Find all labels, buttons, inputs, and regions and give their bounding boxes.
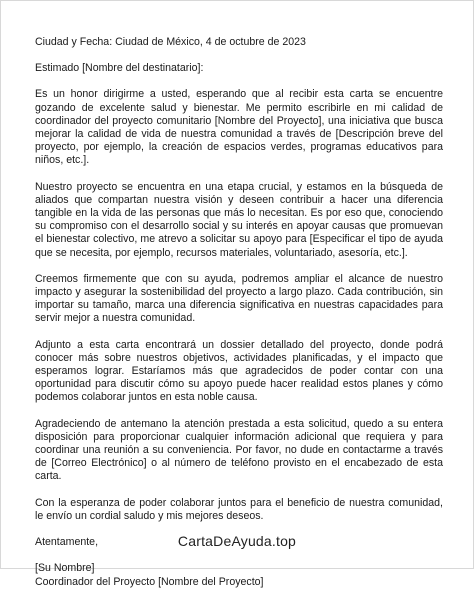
- paragraph-impact: Creemos firmemente que con su ayuda, podremos ampliar el alcance de nuestro impacto y asegurar la sostenibilidad del proyecto a largo plazo. Cada contribución, sin importar su tamaño, marca una diferencia significativa en nuestras capacidades para servir mejor a nuestra comunidad.: [35, 272, 443, 325]
- letter-body: [35, 36, 443, 589]
- date-line: Ciudad y Fecha: Ciudad de México, 4 de octubre de 2023: [35, 36, 306, 48]
- site-watermark: CartaDeAyuda.top: [177, 533, 297, 549]
- signature-name: [Su Nombre]: [35, 562, 95, 575]
- greeting: Estimado [Nombre del destinatario]:: [35, 62, 204, 75]
- paragraph-dossier: Adjunto a esta carta encontrará un dossier detallado del proyecto, donde podrá conocer más sobre nuestros objetivos, actividades planificadas, y el impacto que esperamos lograr. Estaríamos más que agradecidos de poder contar con una oportunidad para discutir cómo su apoyo puede hacer realidad estos planes y cómo podemos colaborar juntos en esta noble causa.: [35, 338, 443, 404]
- paragraph-farewell: Con la esperanza de poder colaborar juntos para el beneficio de nuestra comunidad, le envío un cordial saludo y mis mejores deseos.: [35, 496, 443, 522]
- closing: Atentamente,: [35, 536, 99, 549]
- paragraph-availability: Agradeciendo de antemano la atención prestada a esta solicitud, quedo a su entera disposición para proporcionar cualquier información adicional que requiera y para coordinar una reunión a su conveniencia. Por favor, no dude en contactarme a través de [Correo Electrónico] o al número de teléfono provisto en el encabezado de esta carta.: [35, 417, 443, 483]
- paragraph-intro: Es un honor dirigirme a usted, esperando que al recibir esta carta se encuentre gozando de excelente salud y bienestar. Me permito escribirle en mi calidad de coordinador del proyecto comunitario [Nombre del Proyecto], una iniciativa que busca mejorar la calidad de vida de nuestra comunidad a través de [Descripción breve del proyecto, por ejemplo, la creación de espacios verdes, programas educativos para niños, etc.].: [35, 88, 443, 167]
- paragraph-request: Nuestro proyecto se encuentra en una etapa crucial, y estamos en la búsqueda de aliados que compartan nuestra visión y deseen contribuir a hacer una diferencia tangible en la vida de las personas que más lo necesitan. Es por eso que, conociendo su compromiso con el desarrollo social y su interés en apoyar causas que promuevan el bienestar colectivo, me atrevo a solicitar su apoyo para [Especificar el tipo de ayuda que se necesita, por ejemplo, recursos materiales, voluntariado, asesoría, etc.].: [35, 180, 443, 259]
- signature-title: Coordinador del Proyecto [Nombre del Proyecto]: [35, 575, 264, 588]
